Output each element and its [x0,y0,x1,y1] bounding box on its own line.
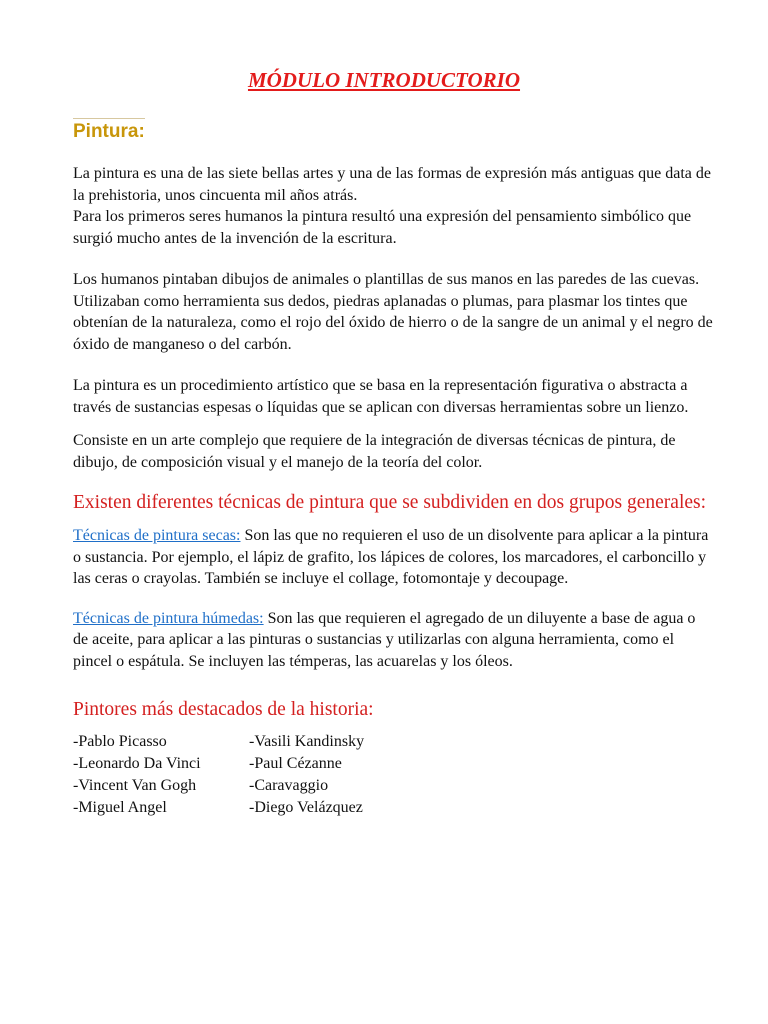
paragraph: Los humanos pintaban dibujos de animales o plantillas de sus manos en las paredes de las cuevas. Utilizaban como herramienta sus dedos, piedras aplanadas o plumas, para plasmar los tintes que obtenían de la naturaleza, como el rojo del óxido de hierro o de la sangre de un animal y el negro de óxido de manganeso o del carbón. [73,271,713,353]
paragraph: Para los primeros seres humanos la pintura resultó una expresión del pensamiento simbólico que surgió mucho antes de la invención de la escritura. [73,208,692,247]
painters-list [73,731,713,819]
painter-name: -Diego Velázquez [249,798,363,816]
paragraph: La pintura es un procedimiento artístico que se basa en la representación figurativa o abstracta a través de sustancias espesas o líquidas que se aplican con diversas herramientas sobre un lienzo. [73,377,689,416]
painter-name: -Pablo Picasso [73,732,167,750]
technique-wet [73,608,713,673]
painter-name: -Vasili Kandinsky [249,732,365,750]
technique-wet-link[interactable]: Técnicas de pintura húmedas: [73,609,264,627]
painter-name: -Caravaggio [249,776,329,794]
paragraph: La pintura es una de las siete bellas artes y una de las formas de expresión más antiguas que data de la prehistoria, unos cincuenta mil años atrás. [73,165,711,204]
technique-wet-description: Son las que requieren el agregado de un diluyente a base de agua o de aceite, para aplicar a las pinturas o sustancias y utilizarlas con alguna herramienta, como el pincel o espátula. Se incluyen las témperas, las acuarelas y los óleos. [73,609,696,670]
painter-name: -Paul Cézanne [249,754,342,772]
painter-name: -Miguel Angel [73,798,167,816]
document-body [73,163,713,819]
techniques-heading: Existen diferentes técnicas de pintura que se subdividen en dos grupos generales: [73,492,707,513]
section-heading-pintura: Pintura: [73,118,145,143]
painters-heading: Pintores más destacados de la historia: [73,699,374,720]
painter-name: -Vincent Van Gogh [73,776,197,794]
paragraph: Consiste en un arte complejo que requiere de la integración de diversas técnicas de pintura, de dibujo, de composición visual y el manejo de la teoría del color. [73,432,676,471]
page-title: MÓDULO INTRODUCTORIO [247,68,521,92]
technique-dry-description: Son las que no requieren el uso de un disolvente para aplicar a la pintura o sustancia. Por ejemplo, el lápiz de grafito, los lápices de colores, los marcadores, el carboncillo y las ceras o crayolas. También se incluye el collage, fotomontaje y decoupage. [73,527,709,587]
painter-name: -Leonardo Da Vinci [73,754,201,772]
technique-dry-link[interactable]: Técnicas de pintura secas: [73,527,241,544]
technique-dry [73,525,713,590]
